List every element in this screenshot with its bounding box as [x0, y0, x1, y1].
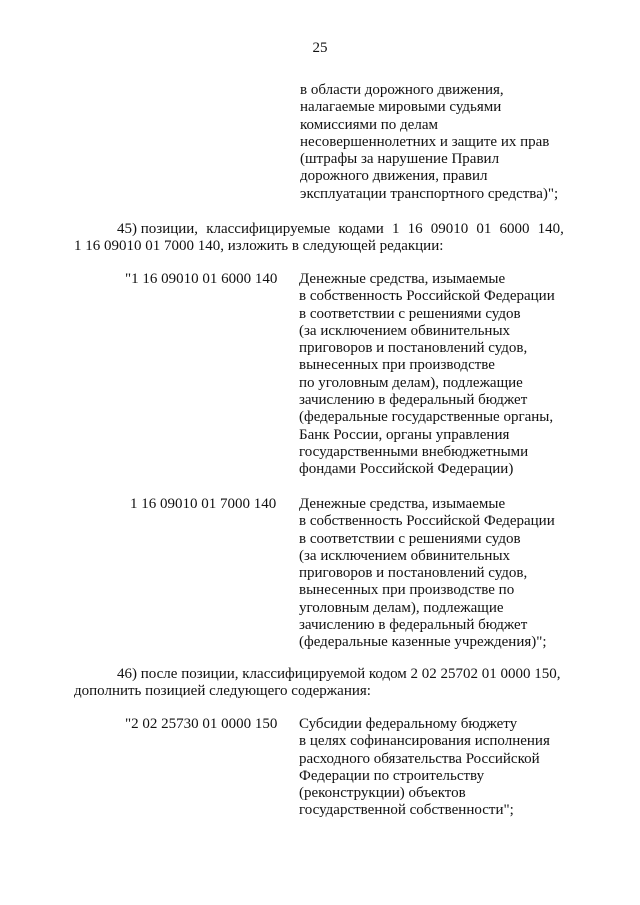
- description-line: в соответствии с решениями судов: [299, 305, 521, 322]
- classification-code: "2 02 25730 01 0000 150: [125, 716, 278, 732]
- word: 140,: [537, 221, 564, 237]
- word: 09010: [430, 221, 469, 237]
- item-46-paragraph: [74, 666, 564, 701]
- word: 16: [407, 221, 423, 237]
- description-line: Банк России, органы управления: [299, 426, 510, 443]
- description-line: комиссиями по делам: [300, 116, 438, 133]
- classification-code: 1 16 09010 01 7000 140: [130, 496, 277, 512]
- classification-description: [299, 496, 555, 652]
- description-line: вынесенных при производстве по: [299, 582, 515, 599]
- description-line: (штрафы за нарушение Правил: [300, 151, 500, 168]
- description-line: (реконструкции) объектов: [299, 785, 466, 802]
- classification-description: [299, 716, 550, 820]
- item-45-line-1: [74, 221, 564, 238]
- description-line: по уголовным делам), подлежащие: [299, 374, 523, 391]
- description-line: в целях софинансирования исполнения: [299, 733, 550, 750]
- description-line: Субсидии федеральному бюджету: [299, 716, 518, 732]
- description-line: эксплуатации транспортного средства)";: [300, 185, 559, 202]
- description-line: приговоров и постановлений судов,: [299, 340, 528, 357]
- description-line: Денежные средства, изымаемые: [299, 271, 506, 287]
- word: классифицируемые: [206, 221, 331, 237]
- word: 45) позиции,: [117, 221, 199, 237]
- description-line: фондами Российской Федерации): [299, 461, 514, 478]
- word: 01: [476, 221, 492, 237]
- description-line: налагаемые мировыми судьями: [300, 99, 502, 116]
- classification-code: "1 16 09010 01 6000 140: [125, 271, 278, 287]
- description-line: дорожного движения, правил: [300, 168, 488, 185]
- description-line: несовершеннолетних и защите их прав: [300, 133, 550, 150]
- description-line: вынесенных при производстве: [299, 357, 495, 374]
- description-line: (за исключением обвинительных: [299, 547, 511, 564]
- description-line: в соответствии с решениями судов: [299, 530, 521, 547]
- description-line: государственной собственности";: [299, 802, 514, 819]
- continuation-description: [300, 82, 558, 203]
- description-line: расходного обязательства Российской: [299, 750, 540, 767]
- word: 6000: [499, 221, 530, 237]
- description-line: Федерации по строительству: [299, 767, 485, 784]
- description-line: (за исключением обвинительных: [299, 322, 511, 339]
- description-line: Денежные средства, изымаемые: [299, 496, 506, 512]
- description-line: государственными внебюджетными: [299, 443, 529, 460]
- description-line: в области дорожного движения,: [300, 82, 504, 98]
- description-line: уголовным делам), подлежащие: [299, 599, 504, 616]
- item-45-line-2: 1 16 09010 01 7000 140, изложить в следующей редакции:: [74, 238, 444, 255]
- word: кодами: [338, 221, 384, 237]
- description-line: зачислению в федеральный бюджет: [299, 392, 528, 409]
- description-line: приговоров и постановлений судов,: [299, 565, 528, 582]
- description-line: (федеральные казенные учреждения)";: [299, 634, 547, 651]
- description-line: (федеральные государственные органы,: [299, 409, 554, 426]
- description-line: зачислению в федеральный бюджет: [299, 617, 528, 634]
- classification-description: [299, 271, 555, 479]
- description-line: в собственность Российской Федерации: [299, 513, 555, 530]
- item-46-line-1: 46) после позиции, классифицируемой кодом 2 02 25702 01 0000 150,: [117, 666, 561, 682]
- description-line: в собственность Российской Федерации: [299, 288, 555, 305]
- page-number: 25: [312, 40, 328, 56]
- word: 1: [391, 221, 400, 237]
- item-45-paragraph: [74, 221, 564, 256]
- item-46-line-2: дополнить позицией следующего содержания:: [74, 683, 371, 700]
